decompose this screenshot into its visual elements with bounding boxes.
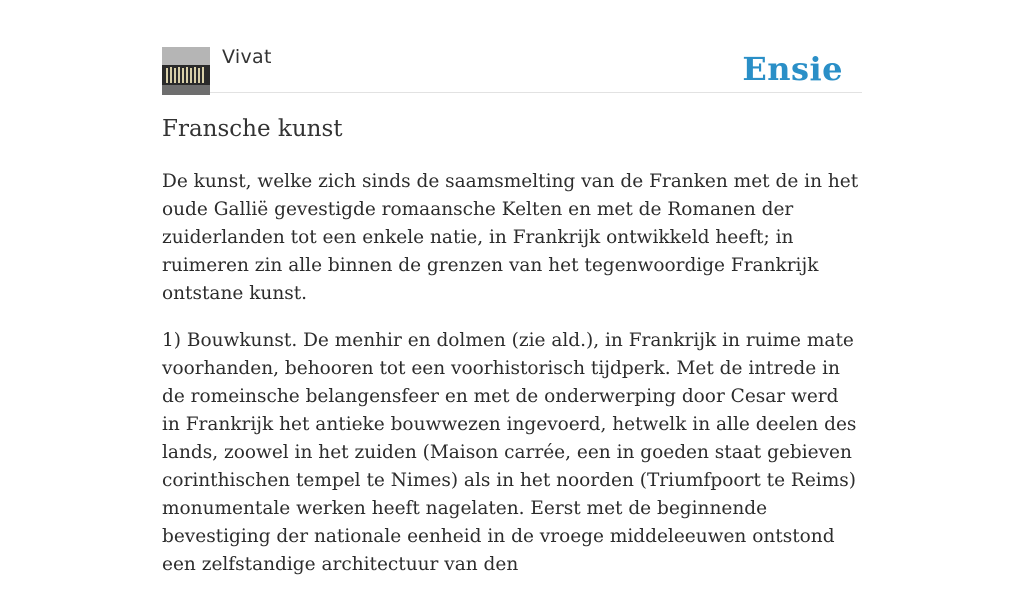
site-logo[interactable]: Ensie — [742, 50, 843, 88]
article-body — [162, 168, 862, 598]
site-header — [162, 46, 862, 93]
article-title: Fransche kunst — [162, 116, 343, 142]
paragraph: De kunst, welke zich sinds de saamsmelting van de Franken met de in het oude Gallië gevestigde romaansche Kelten en met de Romanen der zuiderlanden tot een enkele natie, in Frankrijk ontwikkeld heeft; in ruimeren zin alle binnen de grenzen van het tegenwoordige Frankrijk ontstane kunst. — [162, 171, 859, 304]
paragraph: 1) Bouwkunst. De menhir en dolmen (zie ald.), in Frankrijk in ruime mate voorhanden, behooren tot een voorhistorisch tijdperk. Met de intrede in de romeinsche belangensfeer en met de onderwerping door Cesar werd in Frankrijk het antieke bouwwezen ingevoerd, hetwelk in alle deelen des lands, zoowel in het zuiden (Maison carrée, een in goeden staat gebieven corinthischen tempel te Nimes) als in het noorden (Triumfpoort te Reims) monumentale werken heeft nagelaten. Eerst met de beginnende bevestiging der nationale eenheid in de vroege middeleeuwen ontstond een zelfstandige architectuur van den — [162, 330, 857, 575]
author-name[interactable]: Vivat — [222, 46, 272, 68]
bookshelf-avatar-icon — [162, 47, 210, 95]
author-avatar[interactable] — [162, 47, 210, 95]
